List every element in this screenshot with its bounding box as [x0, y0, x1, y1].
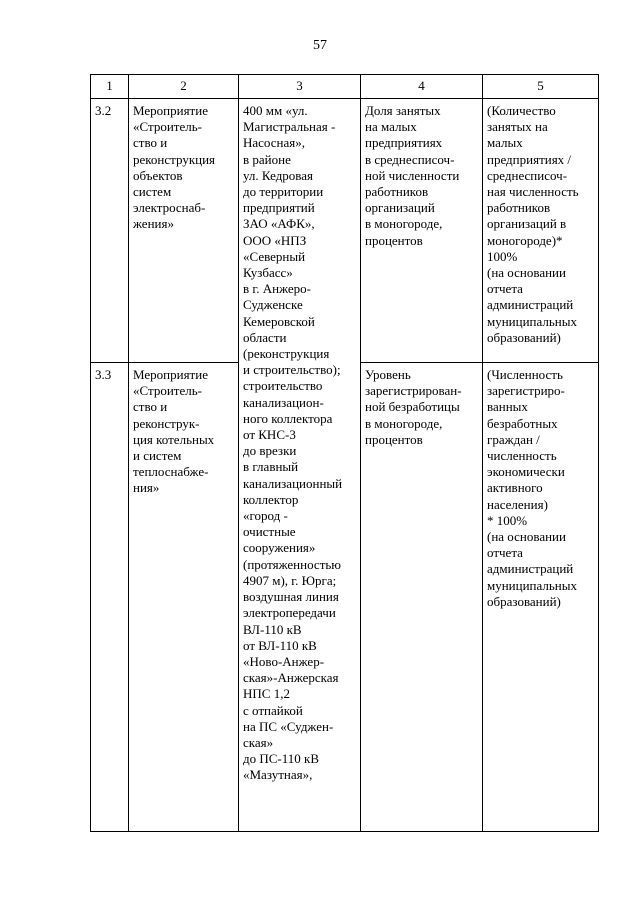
- column-header: 2: [129, 75, 239, 99]
- measures-table: [90, 74, 599, 832]
- object-description: 400 мм «ул. Магистральная - Насосная», в районе ул. Кедровая до территории предприятий ЗАО «АФК», ООО «НПЗ «Северный Кузбасс» в г. Анжеро- Судженске Кемеровской области (реконструкция и строительство); строительство канализацион- ного коллектора от КНС-3 до врезки в главный канализационный коллектор «город - очистные сооружения» (протяженностью 4907 м), г. Юрга; воздушная линия электропередачи ВЛ-110 кВ от ВЛ-110 кВ «Ново-Анжер- ская»-Анжерская НПС 1,2 с отпайкой на ПС «Суджен- ская» до ПС-110 кВ «Мазутная»,: [239, 99, 361, 832]
- row-number: 3.3: [91, 363, 129, 832]
- column-header: 1: [91, 75, 129, 99]
- column-header: 3: [239, 75, 361, 99]
- column-header: 4: [361, 75, 483, 99]
- indicator-formula: (Количество занятых на малых предприятиях / среднесписоч- ная численность работников организаций в моногороде)* 100% (на основании отчета администраций муниципальных образований): [483, 99, 599, 363]
- table-row: [91, 99, 599, 363]
- indicator-formula: (Численность зарегистриро- ванных безработных граждан / численность экономически активного населения) * 100% (на основании отчета администраций муниципальных образований): [483, 363, 599, 832]
- table-header-row: [91, 75, 599, 99]
- event-name: Мероприятие «Строитель- ство и реконструкция объектов систем электроснаб- жения»: [129, 99, 239, 363]
- row-number: 3.2: [91, 99, 129, 363]
- column-header: 5: [483, 75, 599, 99]
- indicator-name: Доля занятых на малых предприятиях в среднесписоч- ной численности работников организаций в моногороде, процентов: [361, 99, 483, 363]
- page-number: 57: [313, 38, 327, 53]
- event-name: Мероприятие «Строитель- ство и реконструк- ция котельных и систем теплоснабже- ния»: [129, 363, 239, 832]
- indicator-name: Уровень зарегистрирован- ной безработицы в моногороде, процентов: [361, 363, 483, 832]
